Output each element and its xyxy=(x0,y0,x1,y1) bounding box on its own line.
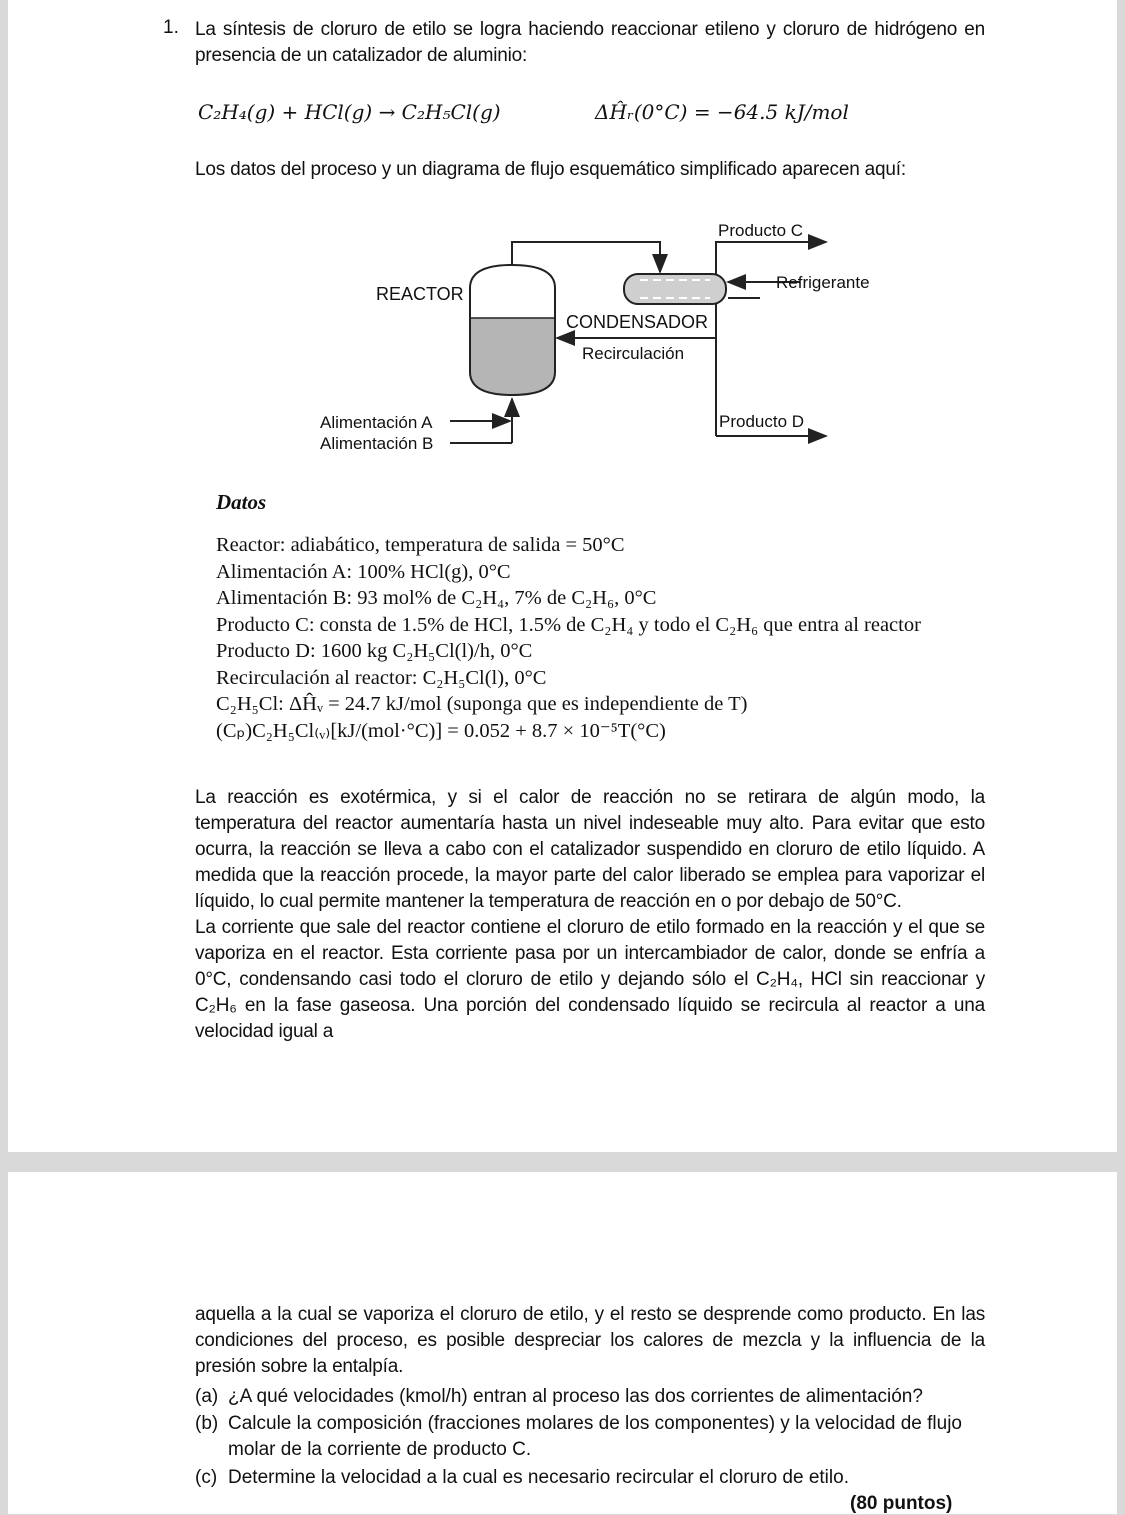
datos-feed-a: Alimentación A: 100% HCl(g), 0°C xyxy=(216,560,511,583)
datos-product-d: Producto D: 1600 kg C₂H₅Cl(l)/h, 0°C xyxy=(216,640,533,662)
question-label: (b) xyxy=(195,1413,219,1434)
diagram-lead-text: Los datos del proceso y un diagrama de flujo esquemático simplificado aparecen aquí: xyxy=(195,159,906,180)
body-text-1 xyxy=(195,785,985,1045)
condenser-label: CONDENSADOR xyxy=(566,312,709,332)
product-d-label: Producto D xyxy=(719,412,805,431)
datos-feed-b: Alimentación B: 93 mol% de C₂H₄, 7% de C₂H₆, 0°C xyxy=(216,587,657,609)
question-text: ¿A qué velocidades (kmol/h) entran al proceso las dos corrientes de alimentación? xyxy=(228,1386,923,1407)
datos-list xyxy=(216,532,921,744)
question-label: (c) xyxy=(195,1467,218,1488)
points-label: (80 puntos) xyxy=(850,1493,953,1514)
datos-hv: C₂H₅Cl: ΔĤᵥ = 24.7 kJ/mol (suponga que es independiente de T) xyxy=(216,693,748,715)
feed-b-label: Alimentación B xyxy=(320,434,434,453)
question-label: (a) xyxy=(195,1386,219,1407)
datos-title: Datos xyxy=(216,490,267,514)
reactor-label: REACTOR xyxy=(376,284,464,304)
question-text: Determine la velocidad a la cual es necesario recircular el cloruro de etilo. xyxy=(228,1467,849,1488)
coolant-label: Refrigerante xyxy=(776,273,870,292)
paragraph-2: La corriente que sale del reactor contiene el cloruro de etilo formado en la reacción y el que se vaporiza en el reactor. Esta corriente pasa por un intercambiador de calor, donde se enfría a 0°C, condensando casi todo el cloruro de etilo y dejando sólo el C₂H₄, HCl sin reaccionar y C₂H₆ en la fase gaseosa. Una porción del condensado líquido se recircula al reactor a una velocidad igual a xyxy=(195,917,985,1042)
reaction-enthalpy: ΔĤᵣ(0°C) = −64.5 kJ/mol xyxy=(595,100,849,124)
problem-number: 1. xyxy=(163,17,179,38)
datos-reactor: Reactor: adiabático, temperatura de salida = 50°C xyxy=(216,534,625,556)
reaction-equation: C₂H₄(g) + HCl(g) → C₂H₅Cl(g) xyxy=(198,100,501,124)
paragraph-3: aquella a la cual se vaporiza el cloruro de etilo, y el resto se desprende como producto. En las condiciones del proceso, es posible despreciar los calores de mezcla y la influencia de la presión sobre la entalpía. xyxy=(195,1304,985,1377)
reactor-liquid xyxy=(470,318,555,395)
product-c-label: Producto C xyxy=(718,221,804,240)
question-text: Calcule la composición (fracciones molares de los componentes) y la velocidad de flujo molar de la corriente de producto C. xyxy=(228,1413,962,1460)
datos-recycle: Recirculación al reactor: C₂H₅Cl(l), 0°C xyxy=(216,666,547,689)
datos-cp: (Cₚ)C₂H₅Cl₍ᵥ₎[kJ/(mol·°C)] = 0.052 + 8.7 × 10⁻⁵T(°C) xyxy=(216,719,666,742)
product-c-line xyxy=(716,242,826,274)
feed-a-label: Alimentación A xyxy=(320,413,433,432)
question-b xyxy=(195,1411,985,1463)
paragraph-1: La reacción es exotérmica, y si el calor de reacción no se retirara de algún modo, la temperatura del reactor aumentaría hasta un nivel indeseable muy alto. Para evitar que esto ocurra, la reacción se lleva a cabo con el catalizador suspendido en cloruro de etilo líquido. A medida que la reacción procede, la mayor parte del calor liberado se emplea para vaporizar el líquido, lo cual permite mantener la temperatura de reacción en o por debajo de 50°C. xyxy=(195,787,985,912)
problem-intro: La síntesis de cloruro de etilo se logra haciendo reaccionar etileno y cloruro de hidrógeno en presencia de un catalizador de aluminio: xyxy=(195,19,985,66)
datos-product-c: Producto C: consta de 1.5% de HCl, 1.5% de C₂H₄ y todo el C₂H₆ que entra al reactor xyxy=(216,613,921,636)
question-a xyxy=(195,1384,985,1410)
question-c xyxy=(195,1465,985,1491)
condenser xyxy=(624,274,726,304)
recycle-label: Recirculación xyxy=(582,344,685,363)
